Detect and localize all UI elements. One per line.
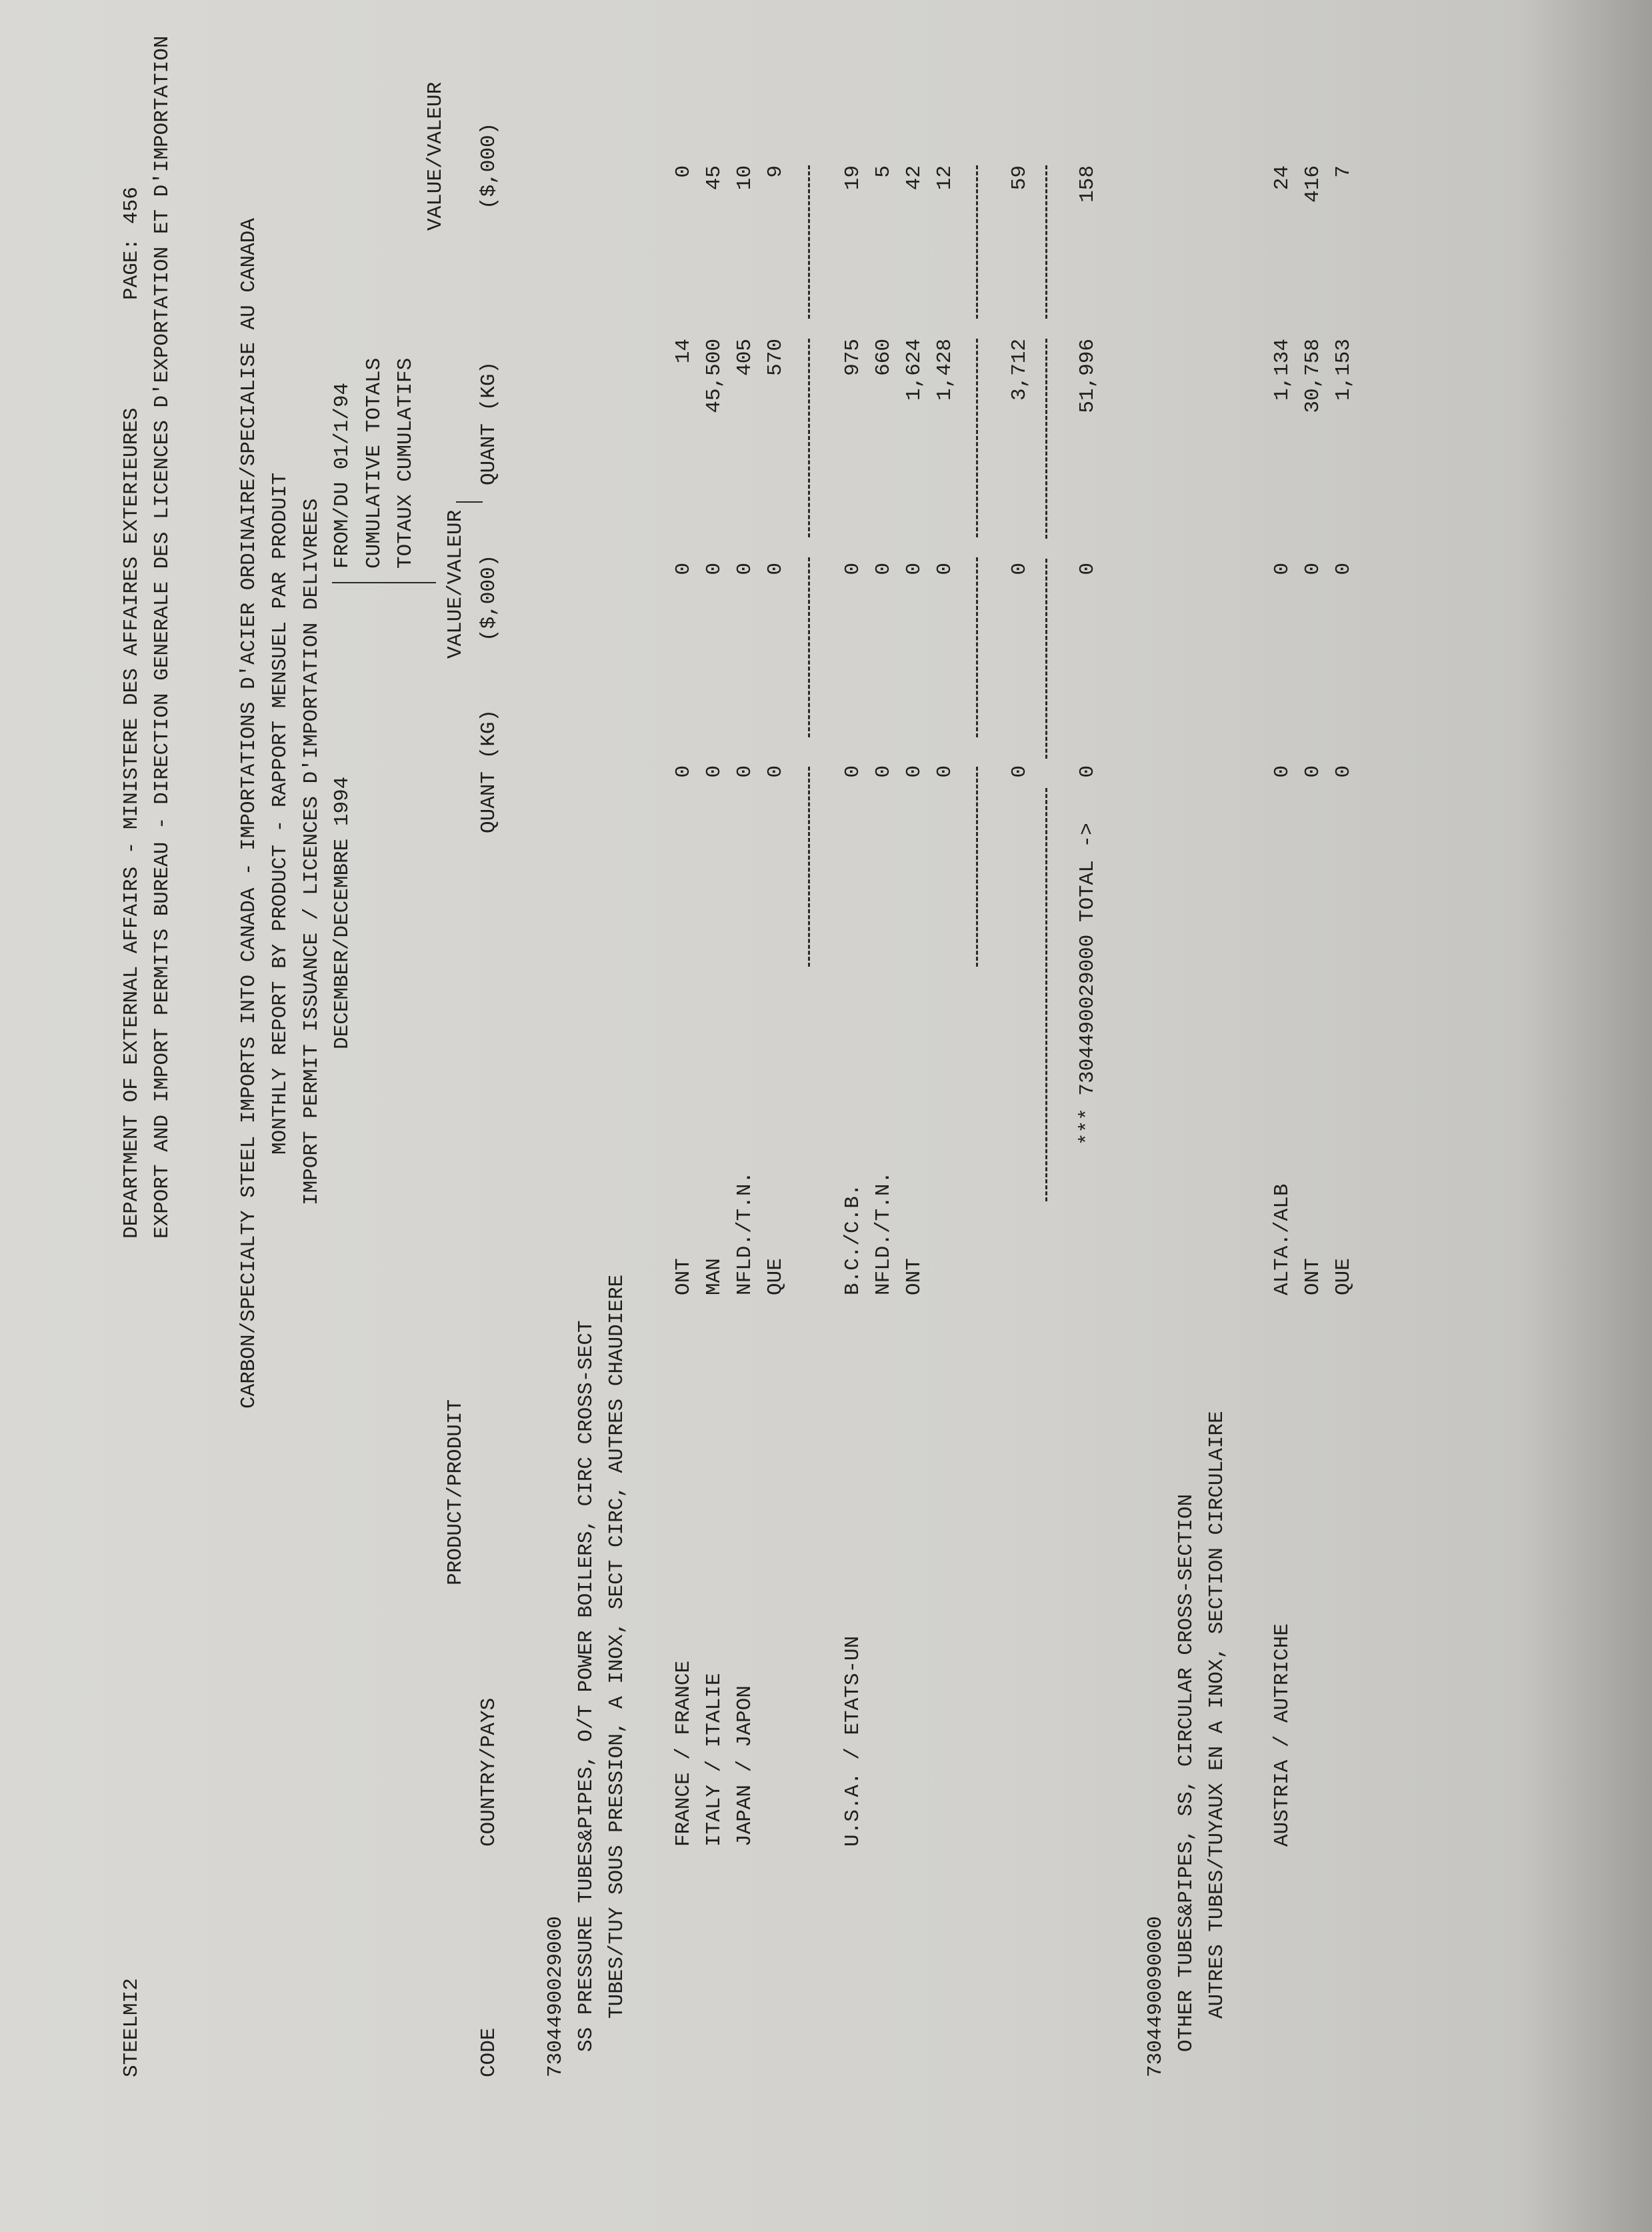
cumulative-divider [332,582,436,583]
province-cell: ALTA./ALB [1271,1183,1294,1295]
cumulative-quant-cell: 1,153 [1332,339,1355,401]
product-column-header: PRODUCT/PRODUIT [444,1399,467,1585]
province-cell: ONT [903,1258,926,1295]
page-label: PAGE: [120,237,143,300]
quant-cell: 0 [933,765,957,778]
total-cumulative-quant-cell: 51,996 [1076,339,1099,413]
cumulative-quant-cell: 1,428 [933,339,957,401]
separator [808,165,810,319]
province-cell: NFLD./T.N. [872,1171,895,1295]
separator [808,557,810,737]
cumulative-quant-cell: 45,500 [703,339,726,413]
country-cell: FRANCE / FRANCE [672,1660,695,1847]
quant-cell: 0 [672,765,695,778]
value-cell: 0 [733,563,757,575]
value-column-header: VALUE/VALEUR [444,509,467,659]
separator [976,557,978,737]
section-description-en: OTHER TUBES&PIPES, SS, CIRCULAR CROSS-SECTION [1175,1493,1198,2052]
cumulative-quant-cell: 1,134 [1271,339,1294,401]
cumulative-quant-column-header: QUANT (KG) [477,361,501,485]
value-cell: 0 [872,563,895,575]
cumulative-quant-cell: 30,758 [1301,339,1325,413]
separator [808,767,810,967]
country-column-header: COUNTRY/PAYS [477,1697,501,1847]
value-cell: 0 [703,563,726,575]
page-number: 456 [120,187,143,224]
cumulative-quant-cell: 1,624 [903,339,926,401]
value-cell: 0 [1008,563,1031,575]
quant-cell: 0 [1008,765,1031,778]
province-cell: ONT [1301,1258,1325,1295]
province-cell: QUE [1332,1258,1355,1295]
cumulative-value-cell: 10 [733,165,757,191]
cumulative-value-cell: 5 [872,165,895,178]
cumulative-quant-cell: 3,712 [1008,339,1031,401]
report-id: STEELMI2 [120,1978,143,2077]
separator [976,165,978,319]
value-cell: 0 [764,563,787,575]
quant-cell: 0 [872,765,895,778]
quant-column-header: QUANT (KG) [477,709,501,833]
total-value-cell: 0 [1076,563,1099,575]
separator [1045,165,1047,319]
report-title: CARBON/SPECIALTY STEEL IMPORTS INTO CANADA - IMPORTATIONS D'ACIER ORDINAIRE/SPECIALISE AU CANADA [237,218,261,1409]
cumulative-totals-fr: TOTAUX CUMULATIFS [394,357,417,569]
cumulative-quant-cell: 405 [733,339,757,376]
cumulative-value-units-header: ($,000) [477,122,501,209]
separator [1045,559,1047,759]
country-cell: ITALY / ITALIE [703,1673,726,1847]
section-description-fr: AUTRES TUBES/TUYAUX EN A INOX, SECTION CIRCULAIRE [1205,1411,1229,2019]
section-description-fr: TUBES/TUY SOUS PRESSION, A INOX, SECT CIRC, AUTRES CHAUDIERE [605,1274,629,2019]
province-cell: B.C./C.B. [841,1183,865,1295]
cumulative-from: FROM/DU 01/1/94 [331,382,354,569]
separator [1045,788,1047,1201]
cumulative-value-cell: 42 [903,165,926,191]
cumulative-value-column-header: VALUE/VALEUR [424,81,447,231]
quant-cell: 0 [903,765,926,778]
total-label: *** 7304490029000 TOTAL -> [1076,823,1099,1145]
province-cell: NFLD./T.N. [733,1171,757,1295]
cumulative-value-cell: 24 [1271,165,1294,191]
quant-cell: 0 [1271,765,1294,778]
report-permit-line: IMPORT PERMIT ISSUANCE / LICENCES D'IMPORTATION DELIVREES [300,498,323,1205]
value-cell: 0 [933,563,957,575]
cumulative-value-cell: 7 [1332,165,1355,178]
province-cell: MAN [703,1258,726,1295]
separator [976,767,978,967]
quant-cell: 0 [1301,765,1325,778]
cumulative-value-cell: 12 [933,165,957,191]
report-period: DECEMBER/DECEMBRE 1994 [331,776,354,1049]
country-cell: U.S.A. / ETATS-UN [841,1635,865,1847]
cumulative-quant-cell: 570 [764,339,787,376]
department-line: DEPARTMENT OF EXTERNAL AFFAIRS - MINISTERE DES AFFAIRES EXTERIEURES [120,407,143,1239]
value-cell: 0 [841,563,865,575]
province-cell: ONT [672,1258,695,1295]
value-cell: 0 [672,563,695,575]
bureau-line: EXPORT AND IMPORT PERMITS BUREAU - DIRECTION GENERALE DES LICENCES D'EXPORTATION ET D'IMPORTATION [151,35,174,1239]
code-column-header: CODE [477,2027,501,2077]
cumulative-value-cell: 0 [672,165,695,178]
cumulative-value-cell: 416 [1301,165,1325,203]
column-divider [456,501,483,503]
quant-cell: 0 [764,765,787,778]
quant-cell: 0 [1332,765,1355,778]
value-cell: 0 [1271,563,1294,575]
section-description-en: SS PRESSURE TUBES&PIPES, O/T POWER BOILERS, CIRC CROSS-SECT [575,1320,598,2052]
value-units-header: ($,000) [477,554,501,641]
separator [976,339,978,537]
cumulative-value-cell: 59 [1008,165,1031,191]
quant-cell: 0 [841,765,865,778]
quant-cell: 0 [733,765,757,778]
separator [1045,339,1047,539]
separator [808,339,810,537]
cumulative-quant-cell: 975 [841,339,865,376]
report-subtitle: MONTHLY REPORT BY PRODUCT - RAPPORT MENSUEL PAR PRODUIT [269,472,292,1155]
value-cell: 0 [903,563,926,575]
cumulative-quant-cell: 660 [872,339,895,376]
cumulative-quant-cell: 14 [672,339,695,364]
section-code: 7304490029000 [544,1916,567,2077]
cumulative-value-cell: 9 [764,165,787,178]
total-quant-cell: 0 [1076,765,1099,778]
province-cell: QUE [764,1258,787,1295]
section-code: 7304490090000 [1144,1916,1167,2077]
total-cumulative-value-cell: 158 [1076,165,1099,203]
country-cell: AUSTRIA / AUTRICHE [1271,1623,1294,1847]
quant-cell: 0 [703,765,726,778]
value-cell: 0 [1301,563,1325,575]
cumulative-totals-en: CUMULATIVE TOTALS [363,357,386,569]
cumulative-value-cell: 19 [841,165,865,191]
value-cell: 0 [1332,563,1355,575]
country-cell: JAPAN / JAPON [733,1685,757,1847]
cumulative-value-cell: 45 [703,165,726,191]
